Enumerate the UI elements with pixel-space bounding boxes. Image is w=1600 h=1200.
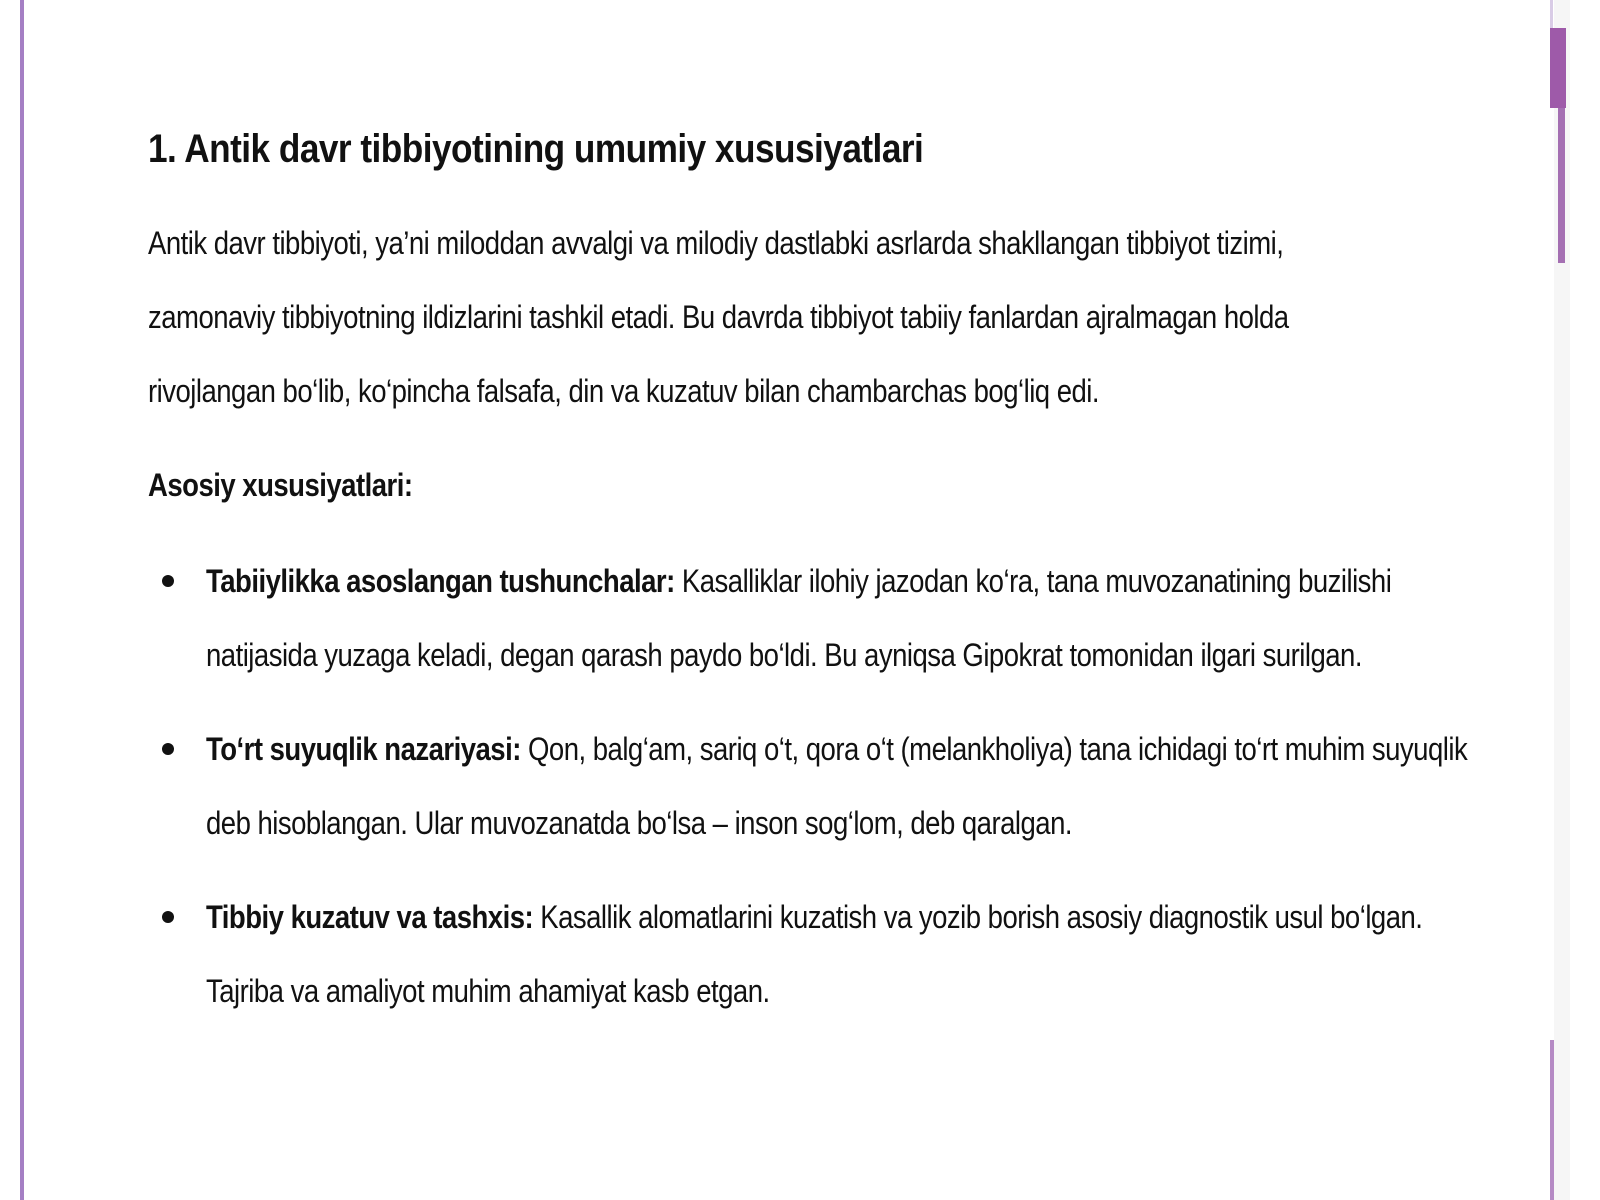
right-accent-bar <box>1558 108 1565 263</box>
subheading: Asosiy xususiyatlari: <box>148 467 413 503</box>
list-item <box>148 712 1528 860</box>
list-item-text <box>206 712 1487 860</box>
list-item-text <box>206 880 1487 1028</box>
list-item-term: Tabiiylikka asoslangan tushunchalar: <box>206 563 675 599</box>
list-item-description: Qon, balg‘am, sariq o‘t, qora o‘t (melankholiya) tana ichidagi to‘rt muhim suyuqlik deb hisoblangan. Ular muvozanatda bo‘lsa – inson sog‘lom, deb qaralgan. <box>206 731 1468 841</box>
list-item-text <box>206 544 1487 692</box>
right-border-line <box>1550 0 1553 30</box>
bullet-icon <box>162 743 174 755</box>
section-heading: 1. Antik davr tibbiyotining umumiy xususiyatlari <box>148 127 924 171</box>
feature-list <box>148 544 1528 1028</box>
intro-paragraph: Antik davr tibbiyoti, ya’ni miloddan avvalgi va milodiy dastlabki asrlarda shakllangan tibbiyot tizimi, zamonaviy tibbiyotning ildizlarini tashkil etadi. Bu davrda tibbiyot tabiiy fanlardan ajralmagan holda rivojlangan bo‘lib, ko‘pincha falsafa, din va kuzatuv bilan chambarchas bog‘liq edi. <box>148 225 1289 409</box>
document-content <box>148 120 1528 1048</box>
list-item <box>148 880 1528 1028</box>
bullet-icon <box>162 575 174 587</box>
list-item-term: To‘rt suyuqlik nazariyasi: <box>206 731 521 767</box>
bullet-icon <box>162 911 174 923</box>
scrollbar-thumb[interactable] <box>1550 28 1566 108</box>
list-item <box>148 544 1528 692</box>
list-item-term: Tibbiy kuzatuv va tashxis: <box>206 899 534 935</box>
list-item-description: Kasallik alomatlarini kuzatish va yozib borish asosiy diagnostik usul bo‘lgan. Tajriba va amaliyot muhim ahamiyat kasb etgan. <box>206 899 1423 1009</box>
left-border-line <box>20 0 24 1200</box>
right-accent-bar-bottom <box>1550 1040 1554 1200</box>
list-item-description: Kasalliklar ilohiy jazodan ko‘ra, tana muvozanatining buzilishi natijasida yuzaga keladi, degan qarash paydo bo‘ldi. Bu ayniqsa Gipokrat tomonidan ilgari surilgan. <box>206 563 1392 673</box>
